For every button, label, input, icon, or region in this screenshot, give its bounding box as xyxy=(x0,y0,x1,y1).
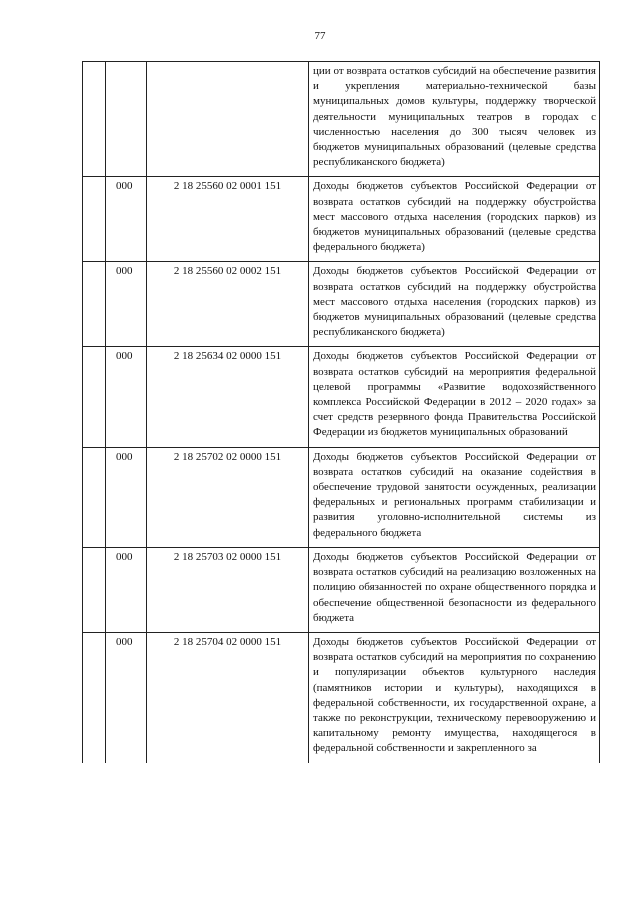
description-cell: Доходы бюджетов субъектов Российской Федерации от возврата остатков субсидий на реализацию возложенных на полицию обязанностей по охране общественного порядка и обеспечение общественной безопасности из федерального бюджета xyxy=(309,547,600,632)
classification-code-cell: 2 18 25704 02 0000 151 xyxy=(147,632,309,762)
blank-cell xyxy=(83,177,106,262)
admin-code-cell: 000 xyxy=(106,262,147,347)
table-row xyxy=(83,347,600,447)
admin-code-cell: 000 xyxy=(106,547,147,632)
table-row xyxy=(83,177,600,262)
admin-code-cell xyxy=(106,62,147,177)
classification-code-cell: 2 18 25560 02 0001 151 xyxy=(147,177,309,262)
table-row xyxy=(83,62,600,177)
page-number: 77 xyxy=(314,30,326,42)
table-row xyxy=(83,632,600,762)
description-cell: Доходы бюджетов субъектов Российской Федерации от возврата остатков субсидий на оказание содействия в обеспечение трудовой занятости осужденных, реализации федеральных и региональных программ стабилизации и развития уголовно-исполнительной системы из федерального бюджета xyxy=(309,447,600,547)
blank-cell xyxy=(83,62,106,177)
blank-cell xyxy=(83,347,106,447)
admin-code-cell: 000 xyxy=(106,177,147,262)
admin-code-cell: 000 xyxy=(106,347,147,447)
blank-cell xyxy=(83,262,106,347)
classification-code-cell: 2 18 25560 02 0002 151 xyxy=(147,262,309,347)
budget-revenue-table xyxy=(82,61,600,763)
classification-code-cell: 2 18 25702 02 0000 151 xyxy=(147,447,309,547)
table-row xyxy=(83,547,600,632)
description-cell: Доходы бюджетов субъектов Российской Федерации от возврата остатков субсидий на поддержку обустройства мест массового отдыха населения (городских парков) из бюджетов муниципальных образований (целевые средства федерального бюджета) xyxy=(309,177,600,262)
classification-code-cell: 2 18 25703 02 0000 151 xyxy=(147,547,309,632)
description-cell: Доходы бюджетов субъектов Российской Федерации от возврата остатков субсидий на мероприятия по сохранению и популяризации объектов культурного наследия (памятников истории и культуры), находящихся в федеральной собственности, их государственной охране, а также по реконструкции, техническому перевооружению и капитальному ремонту имущества, находящегося в федеральной собственности и закрепленного за xyxy=(309,632,600,762)
description-cell: Доходы бюджетов субъектов Российской Федерации от возврата остатков субсидий на поддержку обустройства мест массового отдыха населения (городских парков) из бюджетов муниципальных образований (целевые средства республиканского бюджета) xyxy=(309,262,600,347)
table-row xyxy=(83,262,600,347)
description-cell: Доходы бюджетов субъектов Российской Федерации от возврата остатков субсидий на мероприятия федеральной целевой программы «Развитие водохозяйственного комплекса Российской Федерации в 2012 – 2020 годах» за счет средств резервного фонда Правительства Российской Федерации из бюджетов муниципальных образований xyxy=(309,347,600,447)
blank-cell xyxy=(83,547,106,632)
blank-cell xyxy=(83,632,106,762)
classification-code-cell: 2 18 25634 02 0000 151 xyxy=(147,347,309,447)
admin-code-cell: 000 xyxy=(106,447,147,547)
description-cell: ции от возврата остатков субсидий на обеспечение развития и укрепления материально-технической базы муниципальных домов культуры, поддержку творческой деятельности муниципальных театров в городах с численностью населения до 300 тысяч человек из бюджетов муниципальных образований (целевые средства республиканского бюджета) xyxy=(309,62,600,177)
admin-code-cell: 000 xyxy=(106,632,147,762)
blank-cell xyxy=(83,447,106,547)
table-row xyxy=(83,447,600,547)
classification-code-cell xyxy=(147,62,309,177)
